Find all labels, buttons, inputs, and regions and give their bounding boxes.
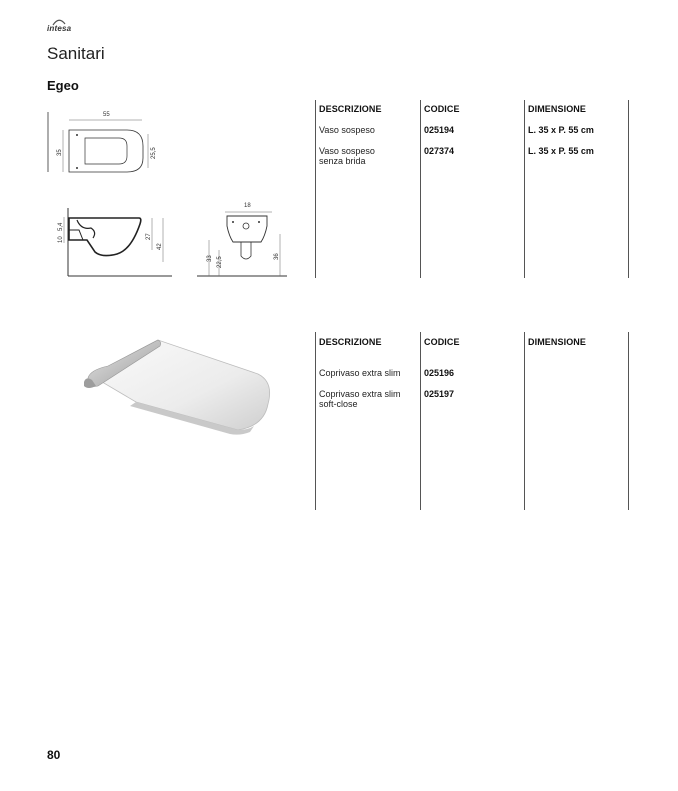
- table2-divider-1: [315, 332, 316, 510]
- table1-divider-3: [524, 100, 525, 278]
- table2-row1-codice: 025196: [424, 368, 455, 378]
- table2-row2-codice: 025197: [424, 389, 455, 399]
- table1-row2-dimensione: L. 35 x P. 55 cm: [528, 146, 594, 156]
- table2-header-dimensione: DIMENSIONE: [528, 337, 587, 347]
- dim-front-c: 36: [274, 253, 280, 260]
- table1-divider-1: [315, 100, 316, 278]
- table1-row1-descrizione: Vaso sospeso: [319, 125, 375, 135]
- table2-header-descrizione: DESCRIZIONE: [319, 337, 382, 347]
- dim-top-side: 25,5: [151, 147, 157, 159]
- top-view-outline: [69, 130, 143, 172]
- technical-drawing: [47, 100, 317, 285]
- dim-front-width: 18: [244, 203, 251, 209]
- table1-row2-codice: 027374: [424, 146, 455, 156]
- table2-divider-4: [628, 332, 629, 510]
- dim-front-a: 33: [207, 255, 213, 262]
- table1-row1-codice: 025194: [424, 125, 455, 135]
- dim-side-c: 27: [146, 233, 152, 240]
- table1-row2-descrizione-line2: senza brida: [319, 156, 366, 166]
- table2-row1-descrizione: Coprivaso extra slim: [319, 368, 401, 378]
- dim-side-d: 42: [157, 243, 163, 250]
- table1-row1-dimensione: L. 35 x P. 55 cm: [528, 125, 594, 135]
- side-view-outline: [69, 218, 141, 256]
- page-number: 80: [47, 748, 61, 762]
- table1-header-dimensione: DIMENSIONE: [528, 104, 587, 114]
- table1-divider-2: [420, 100, 421, 278]
- toilet-seat-image: [78, 330, 278, 440]
- table1-header-descrizione: DESCRIZIONE: [319, 104, 382, 114]
- table1-divider-4: [628, 100, 629, 278]
- section-title: Sanitari: [47, 44, 105, 63]
- table1-header-codice: CODICE: [424, 104, 460, 114]
- table2-divider-3: [524, 332, 525, 510]
- dim-front-b: 22,5: [217, 256, 223, 268]
- dim-top-width: 55: [103, 112, 110, 118]
- dim-side-a: 10: [58, 236, 64, 243]
- table1-row2-descrizione-line1: Vaso sospeso: [319, 146, 375, 156]
- table2-divider-2: [420, 332, 421, 510]
- front-view-outline: [227, 216, 267, 259]
- product-name: Egeo: [47, 78, 79, 93]
- dim-side-b: 5,4: [58, 222, 64, 231]
- table2-row2-descrizione-line1: Coprivaso extra slim: [319, 389, 401, 399]
- table2-row2-descrizione-line2: soft-close: [319, 399, 358, 409]
- dim-top-height: 35: [57, 149, 63, 156]
- table2-header-codice: CODICE: [424, 337, 460, 347]
- brand-logo: intesa: [47, 24, 72, 33]
